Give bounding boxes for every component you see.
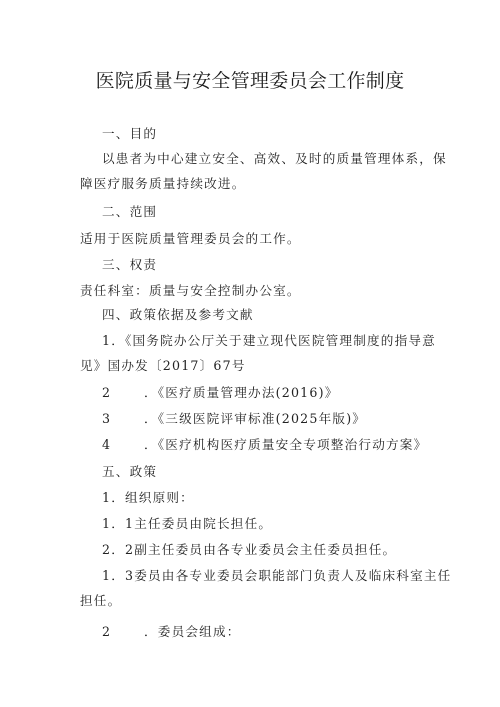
reference-3 xyxy=(102,408,366,427)
policy-item-2-text: ．委员会组成： xyxy=(144,624,241,639)
policy-item-1: 1．组织原则： xyxy=(102,490,194,505)
section-heading-responsibility: 三、权责 xyxy=(102,257,158,272)
document-title: 医院质量与安全管理委员会工作制度 xyxy=(95,70,405,92)
responsibility-text: 责任科室：质量与安全控制办公室。 xyxy=(80,283,301,298)
section-heading-scope: 二、范围 xyxy=(102,204,158,219)
policy-item-2-number: 2 xyxy=(102,624,112,639)
reference-1-line-1: 1．《国务院办公厅关于建立现代医院管理制度的指导意 xyxy=(102,333,436,348)
policy-item-2 xyxy=(102,621,241,640)
scope-text: 适用于医院质量管理委员会的工作。 xyxy=(80,231,301,246)
reference-2-text: ．《医疗质量管理办法(2016)》 xyxy=(144,385,339,400)
reference-1-line-2: 见》国办发〔2017〕67号 xyxy=(80,358,246,373)
policy-item-1-3-line-2: 担任。 xyxy=(80,593,122,608)
reference-2 xyxy=(102,382,339,401)
policy-item-2-2: 2．2副主任委员由各专业委员会主任委员担任。 xyxy=(102,542,397,557)
purpose-text-line-2: 障医疗服务质量持续改进。 xyxy=(80,176,246,191)
reference-3-text: ．《三级医院评审标准(2025年版)》 xyxy=(144,411,367,426)
reference-4-text: ．《医疗机构医疗质量安全专项整治行动方案》 xyxy=(144,437,428,452)
reference-2-number: 2 xyxy=(102,385,112,400)
section-heading-references: 四、政策依据及参考文献 xyxy=(102,307,254,322)
purpose-text-line-1: 以患者为中心建立安全、高效、及时的质量管理体系，保 xyxy=(102,151,447,166)
reference-4 xyxy=(102,434,427,453)
section-heading-policy: 五、政策 xyxy=(102,464,158,479)
policy-item-1-3-line-1: 1．3委员由各专业委员会职能部门负责人及临床科室主任 xyxy=(102,568,452,583)
policy-item-1-1: 1．1主任委员由院长担任。 xyxy=(102,516,273,531)
section-heading-purpose: 一、目的 xyxy=(102,126,158,141)
reference-3-number: 3 xyxy=(102,411,112,426)
reference-4-number: 4 xyxy=(102,437,112,452)
